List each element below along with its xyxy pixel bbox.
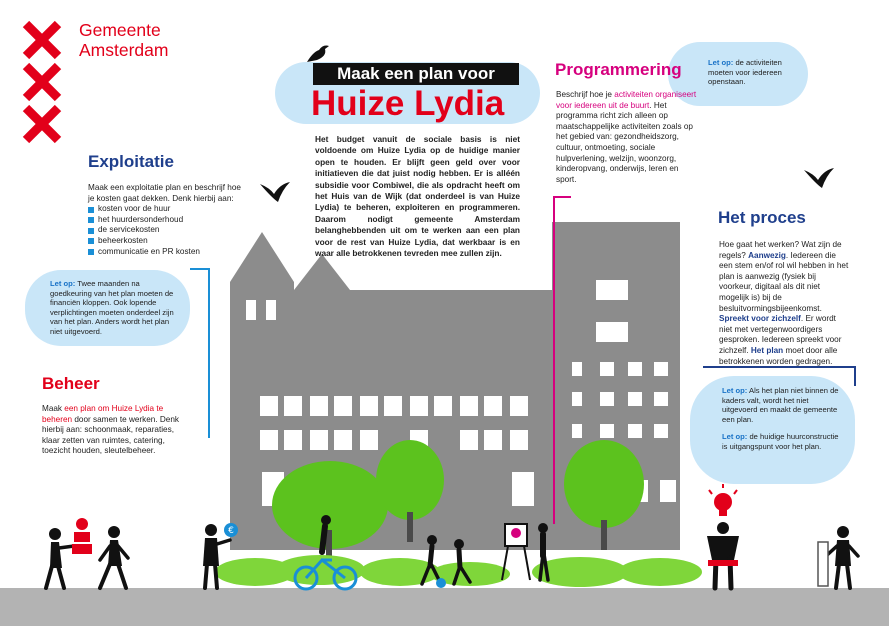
- exploitatie-title: Exploitatie: [88, 152, 174, 171]
- proces-b3: Het plan: [750, 345, 784, 355]
- note-text: de activiteiten moeten voor iedereen openstaan.: [708, 58, 782, 87]
- list-item: het huurdersonderhoud: [88, 215, 243, 226]
- list-item: kosten voor de huur: [88, 204, 243, 215]
- exploitatie-intro: Maak een exploitatie plan en beschrijf hoe je kosten gaat dekken. Denk hierbij aan:: [88, 183, 241, 203]
- intro-text: Het budget vanuit de sociale basis is niet voldoende om Huize Lydia op de huidige manier open te houden. Er blijft geen geld over voor initiatieven die dat juist nodig hebben. Er is alléén subsidie voor Combiwel, die als opdracht heeft om het Huis van de Wijk (dat onderdeel is van Huize Lydia) te beheren, exploiteren en programmeren. Daarom nodigt gemeente Amsterdam belanghebbenden uit om te werken aan een plan voor de rest van Huize Lydia, dat werkbaar is en waar alle betrokkenen tevreden mee zullen zijn.: [315, 134, 520, 259]
- list-item: beheerkosten: [88, 236, 243, 247]
- list-item: communicatie en PR kosten: [88, 247, 243, 258]
- note-text: Als het plan niet binnen de kaders valt, wordt het niet uitgevoerd en maakt de gemeente een plan.: [722, 386, 839, 424]
- beheer-highlight: een plan om Huize Lydia te beheren: [42, 404, 164, 424]
- proces-b1: Aanwezig: [748, 250, 786, 260]
- proces-b2: Spreekt voor zichzelf: [719, 314, 801, 324]
- proces-title: Het proces: [718, 208, 806, 227]
- note-label: Let op:: [50, 279, 76, 288]
- programmering-title: Programmering: [555, 60, 682, 79]
- note-text: de huidige huurconstructie is uitgangspunt voor het plan.: [722, 432, 839, 451]
- proces-t1: Hoe gaat het werken? Wat zijn de regels?: [719, 240, 842, 260]
- programmering-pre: Beschrijf hoe je: [556, 90, 615, 99]
- logo-line2: Amsterdam: [79, 40, 169, 60]
- list-item: de servicekosten: [88, 225, 243, 236]
- note-text: Twee maanden na goedkeuring van het plan moeten de financiën kloppen. Ook lopende verplichtingen moeten onderdeel zijn van het plan. Anders wordt het plan niet uitgevoerd.: [50, 279, 174, 336]
- note-label: Let op:: [722, 386, 748, 395]
- proces-t2: . Iedereen die een stem en/of rol wil hebben in het plan is aanwezig (fysiek bij voorkeur, digitaal als dit niet mogelijk is) bij de besluitvormingsbijeenkomst.: [719, 250, 849, 313]
- euro-icon: €: [228, 526, 234, 536]
- proces-t4: moet door alle betrokkenen worden gedragen.: [719, 345, 838, 366]
- title-top: Maak een plan voor: [337, 64, 495, 83]
- programmering-post: . Het programma richt zich alleen op maatschappelijke activiteiten zoals op het gebied van: gezondheidszorg, cultuur, ontmoeting, sociale hulpverlening, welzijn, woonzorg, kinderopvang, onderwijs, leren en sport.: [556, 100, 693, 184]
- beheer-title: Beheer: [42, 374, 100, 393]
- logo-line1: Gemeente: [79, 20, 161, 40]
- note-label: Let op:: [722, 432, 748, 441]
- note-label: Let op:: [708, 58, 734, 67]
- programmering-highlight: activiteiten organiseert voor iedereen uit de buurt: [556, 90, 697, 110]
- proces-t3: . Er wordt niet met vertegenwoordigers gesproken. Iedereen spreekt voor zichzelf.: [719, 314, 842, 355]
- page-title: Huize Lydia: [311, 84, 505, 123]
- beheer-pre: Maak: [42, 404, 65, 413]
- beheer-post: door samen te werken. Denk hierbij aan: schoonmaak, reparaties, klaar zetten van ruimtes, catering, toezicht houden, sleutelbeheer.: [42, 414, 180, 456]
